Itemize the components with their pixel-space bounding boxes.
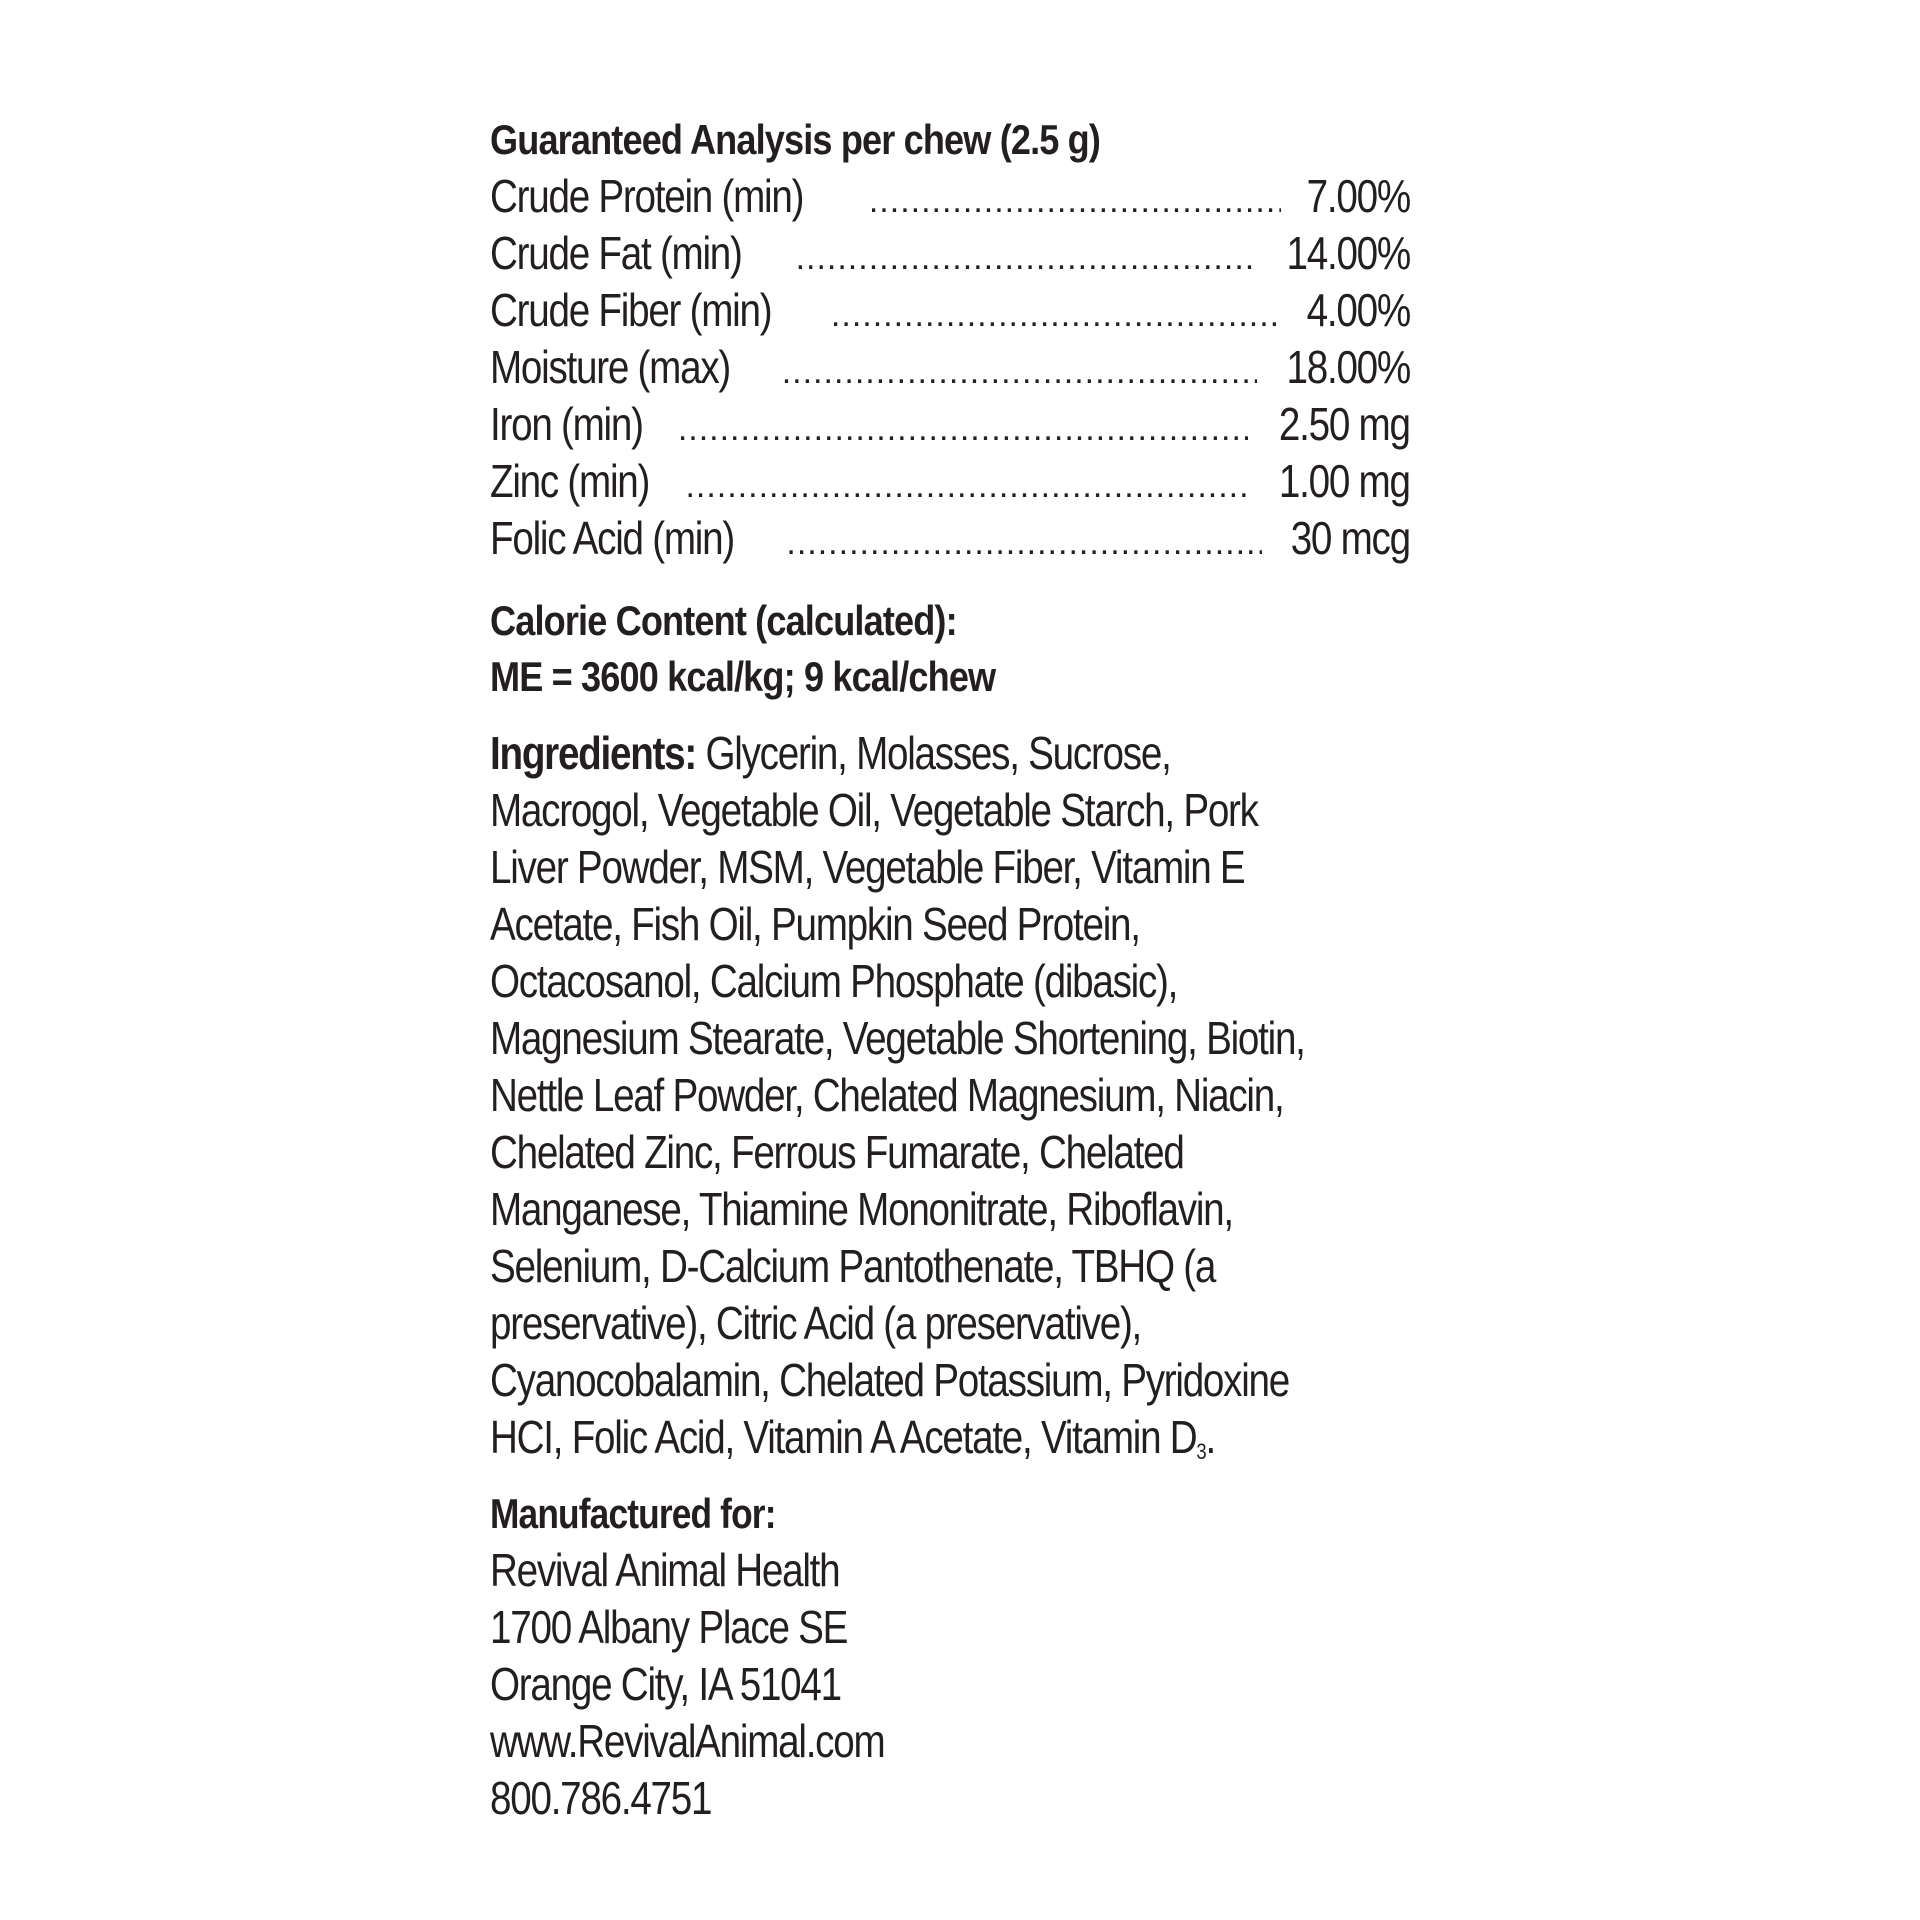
ga-row-iron xyxy=(490,396,1410,453)
ingredients-line: Acetate, Fish Oil, Pumpkin Seed Protein, xyxy=(490,898,1140,950)
ga-row-name: Crude Fat (min) xyxy=(490,227,742,279)
ga-row-name: Moisture (max) xyxy=(490,341,731,393)
ingredients-line: Nettle Leaf Powder, Chelated Magnesium, Niacin, xyxy=(490,1069,1284,1121)
supplement-label xyxy=(490,112,1470,1827)
subscript-3: 3 xyxy=(1196,1439,1206,1464)
ga-row-value: 30 mcg xyxy=(1290,512,1410,564)
ga-row-name: Crude Protein (min) xyxy=(490,170,804,222)
ingredients-block xyxy=(490,725,1439,1466)
ga-row-value: 2.50 mg xyxy=(1279,398,1410,450)
manufacturer-street: 1700 Albany Place SE xyxy=(490,1601,848,1653)
ga-row-value: 7.00% xyxy=(1306,170,1410,222)
ingredients-text: Glycerin, Molasses, Sucrose, xyxy=(696,727,1171,779)
ingredients-label: Ingredients: xyxy=(490,727,697,779)
manufacturer-city: Orange City, IA 51041 xyxy=(490,1658,841,1710)
ingredients-line: Selenium, D-Calcium Pantothenate, TBHQ (a xyxy=(490,1240,1216,1292)
ingredients-line: Magnesium Stearate, Vegetable Shortening, Biotin, xyxy=(490,1012,1305,1064)
ga-row-zinc xyxy=(490,453,1410,510)
ingredients-line: Cyanocobalamin, Chelated Potassium, Pyridoxine xyxy=(490,1354,1290,1406)
calorie-content xyxy=(490,593,1470,705)
manufacturer-phone: 800.786.4751 xyxy=(490,1772,712,1824)
guaranteed-analysis-title: Guaranteed Analysis per chew (2.5 g) xyxy=(490,116,1101,163)
manufacturer-website: www.RevivalAnimal.com xyxy=(490,1715,885,1767)
ga-row-name: Crude Fiber (min) xyxy=(490,284,772,336)
ingredients-line: Macrogol, Vegetable Oil, Vegetable Starch, Pork xyxy=(490,784,1258,836)
ga-row-crude-fat xyxy=(490,225,1410,282)
ga-row-name: Zinc (min) xyxy=(490,455,650,507)
ingredients-period: . xyxy=(1205,1411,1215,1463)
dot-leader xyxy=(869,173,1281,230)
ingredients-line: Octacosanol, Calcium Phosphate (dibasic), xyxy=(490,955,1178,1007)
ga-row-value: 4.00% xyxy=(1306,284,1410,336)
dot-leader xyxy=(685,458,1248,515)
calorie-content-value: ME = 3600 kcal/kg; 9 kcal/chew xyxy=(490,653,996,700)
ingredients-line: Manganese, Thiamine Mononitrate, Riboflavin, xyxy=(490,1183,1233,1235)
ga-row-name: Folic Acid (min) xyxy=(490,512,734,564)
dot-leader xyxy=(831,287,1281,344)
ingredients-last-text: HCI, Folic Acid, Vitamin A Acetate, Vitamin D xyxy=(490,1411,1197,1463)
ga-row-crude-protein xyxy=(490,168,1410,225)
ga-row-crude-fiber xyxy=(490,282,1410,339)
ga-row-folic-acid xyxy=(490,510,1410,567)
dot-leader xyxy=(782,344,1257,401)
guaranteed-analysis-list xyxy=(490,168,1410,567)
dot-leader xyxy=(678,401,1248,458)
ingredients-line xyxy=(490,725,1439,782)
manufacturer-label: Manufactured for: xyxy=(490,1490,776,1537)
ga-row-value: 18.00% xyxy=(1286,341,1410,393)
calorie-content-title: Calorie Content (calculated): xyxy=(490,597,957,644)
dot-leader xyxy=(796,230,1257,287)
ingredients-line: Chelated Zinc, Ferrous Fumarate, Chelated xyxy=(490,1126,1184,1178)
ingredients-line: Liver Powder, MSM, Vegetable Fiber, Vitamin E xyxy=(490,841,1245,893)
ga-row-name: Iron (min) xyxy=(490,398,643,450)
manufacturer-name: Revival Animal Health xyxy=(490,1544,840,1596)
dot-leader xyxy=(786,515,1262,572)
manufacturer-block xyxy=(490,1486,1470,1827)
ga-row-value: 1.00 mg xyxy=(1279,455,1410,507)
ga-row-value: 14.00% xyxy=(1286,227,1410,279)
ingredients-line: preservative), Citric Acid (a preservative), xyxy=(490,1297,1142,1349)
ga-row-moisture xyxy=(490,339,1410,396)
ingredients-line xyxy=(490,1409,1439,1466)
